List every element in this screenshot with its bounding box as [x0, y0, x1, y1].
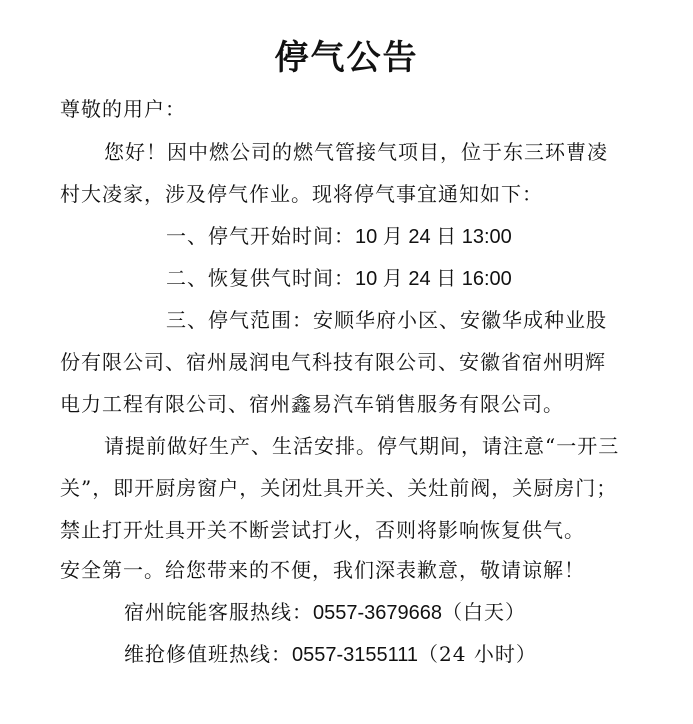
resume-time-label: 二、恢复供气时间：: [166, 266, 355, 290]
salutation: 尊敬的用户：: [60, 97, 186, 121]
stop-time-label: 一、停气开始时间：: [166, 224, 355, 248]
service-hotline-note: （白天）: [442, 600, 527, 624]
notice-line-3: 禁止打开灶具开关不断尝试打火，否则将影响恢复供气。: [60, 518, 585, 542]
service-hotline-number: 0557-3679668: [313, 602, 443, 624]
scope-line-1: 三、停气范围：安顺华府小区、安徽华成种业股: [166, 308, 607, 332]
scope-line-2: 份有限公司、宿州晟润电气科技有限公司、安徽省宿州明辉: [60, 350, 606, 374]
resume-time-value: 10 月 24 日 16:00: [355, 268, 512, 290]
service-hotline: [124, 598, 526, 627]
stop-time-value: 10 月 24 日 13:00: [355, 226, 512, 248]
notice-title: 停气公告: [274, 38, 419, 78]
stop-time-line: [166, 222, 512, 251]
scope-line-3: 电力工程有限公司、宿州鑫易汽车销售服务有限公司。: [60, 392, 564, 416]
duty-hotline-number: 0557-3155111: [292, 644, 419, 666]
duty-hotline-note: （24 小时）: [418, 642, 537, 666]
intro-line-1: 您好！因中燃公司的燃气管接气项目，位于东三环曹凌: [104, 140, 608, 164]
closing-line: 安全第一。给您带来的不便，我们深表歉意，敬请谅解！: [60, 558, 585, 582]
notice-line-2: 关”，即开厨房窗户，关闭灶具开关、关灶前阀，关厨房门；: [60, 476, 618, 500]
resume-time-line: [166, 264, 512, 293]
duty-hotline: [124, 640, 537, 669]
duty-hotline-label: 维抢修值班热线：: [124, 642, 292, 666]
notice-line-1: 请提前做好生产、生活安排。停气期间，请注意“一开三: [104, 434, 620, 458]
service-hotline-label: 宿州皖能客服热线：: [124, 600, 313, 624]
intro-line-2: 村大凌家，涉及停气作业。现将停气事宜通知如下：: [60, 182, 543, 206]
